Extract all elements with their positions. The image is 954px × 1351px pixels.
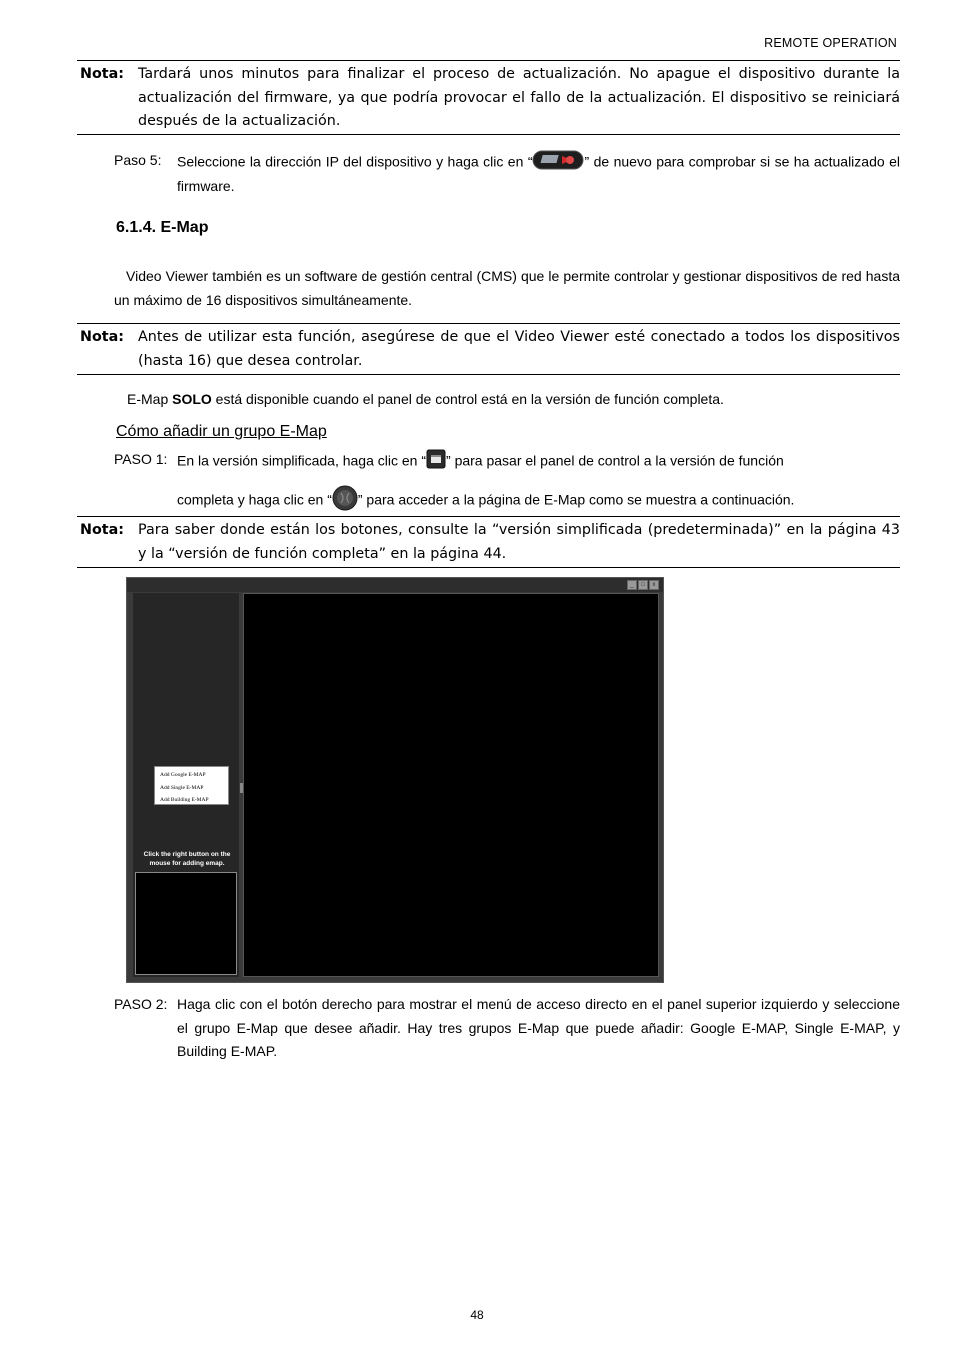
- solo-bold: SOLO: [172, 391, 212, 407]
- note-rule-bottom: [77, 134, 900, 135]
- emap-hint-text: Click the right button on the mouse for adding emap.: [143, 851, 231, 867]
- step-line-2: [177, 485, 900, 517]
- section-title: 6.1.4. E-Map: [116, 219, 209, 236]
- step-text-after: ” para pasar el panel de control a la versión de función: [446, 452, 784, 469]
- note-rule-top: [77, 60, 900, 61]
- note-buttons: [77, 519, 900, 566]
- step-text-after: ” para acceder a la página de E-Map como se muestra a continuación.: [357, 491, 795, 508]
- menu-item-add-google-emap[interactable]: Add Google E-MAP: [160, 772, 206, 778]
- emap-window-screenshot: [126, 577, 664, 983]
- note-label: Nota:: [80, 329, 124, 345]
- step-line-1: [177, 449, 900, 475]
- note-rule-bottom: [77, 567, 900, 568]
- step-key: PASO 2:: [114, 996, 168, 1012]
- menu-item-add-building-emap[interactable]: Add Building E-MAP: [160, 797, 209, 803]
- note-text: Para saber donde están los botones, consulte la “versión simplificada (predeterminada)” en la página 43 y la “versión de función completa” en la página 44.: [138, 522, 900, 562]
- emap-main-view[interactable]: [243, 593, 659, 977]
- step-text-before: En la versión simplificada, haga clic en “: [177, 452, 427, 469]
- context-menu: [154, 766, 229, 805]
- step-paso1: [114, 449, 900, 517]
- minimize-button[interactable]: _: [627, 580, 637, 590]
- note-label: Nota:: [80, 522, 124, 538]
- running-header: REMOTE OPERATION: [764, 36, 897, 50]
- page-number: 48: [470, 1308, 484, 1322]
- step-key: PASO 1:: [114, 451, 168, 467]
- step-text: Haga clic con el botón derecho para mostrar el menú de acceso directo en el panel superior izquierdo y seleccione el grupo E-Map que desee añadir. Hay tres grupos E-Map que puede añadir: Google E-MAP, Single E-MAP, y Building E-MAP.: [177, 996, 900, 1059]
- intro-paragraph: Video Viewer también es un software de gestión central (CMS) que le permite controlar y gestionar dispositivos de red hasta un máximo de 16 dispositivos simultáneamente.: [114, 268, 900, 308]
- note-label: Nota:: [80, 66, 124, 82]
- step-text-before: completa y haga clic en “: [177, 491, 332, 508]
- note-connect: [77, 326, 900, 373]
- firmware-upgrade-icon: [532, 150, 584, 176]
- note-rule-bottom: [77, 374, 900, 375]
- step-paso2: [114, 993, 900, 1064]
- solo-line: [127, 387, 900, 411]
- emap-preview-panel: [135, 872, 237, 975]
- window-buttons: [627, 580, 659, 590]
- panel-switch-icon: [426, 449, 446, 475]
- emap-globe-icon: [332, 485, 358, 517]
- note-firmware: [77, 63, 900, 134]
- window-titlebar: [127, 578, 663, 592]
- step-text-after: ” de nuevo para comprobar si se ha actualizado el firmware.: [177, 153, 900, 194]
- note-text: Tardará unos minutos para finalizar el proceso de actualización. No apague el dispositivo durante la actualización del firmware, ya que podría provocar el fallo de la actualización. El dispositivo se reiniciará después de la actualización.: [138, 66, 900, 129]
- solo-post: está disponible cuando el panel de control está en la versión de función completa.: [211, 391, 724, 407]
- note-text: Antes de utilizar esta función, asegúrese de que el Video Viewer esté conectado a todos los dispositivos (hasta 16) que desea controlar.: [138, 329, 900, 369]
- subsection-title: Cómo añadir un grupo E-Map: [116, 423, 327, 440]
- step-text: [177, 150, 900, 197]
- step-text-before: Seleccione la dirección IP del dispositivo y haga clic en “: [177, 153, 533, 170]
- menu-item-add-single-emap[interactable]: Add Single E-MAP: [160, 784, 204, 791]
- solo-pre: E-Map: [127, 391, 173, 407]
- maximize-button[interactable]: □: [638, 580, 648, 590]
- close-button[interactable]: x: [649, 580, 659, 590]
- step-key: Paso 5:: [114, 152, 162, 168]
- note-rule-top: [77, 323, 900, 324]
- note-rule-top: [77, 516, 900, 517]
- step-paso5: [114, 150, 900, 197]
